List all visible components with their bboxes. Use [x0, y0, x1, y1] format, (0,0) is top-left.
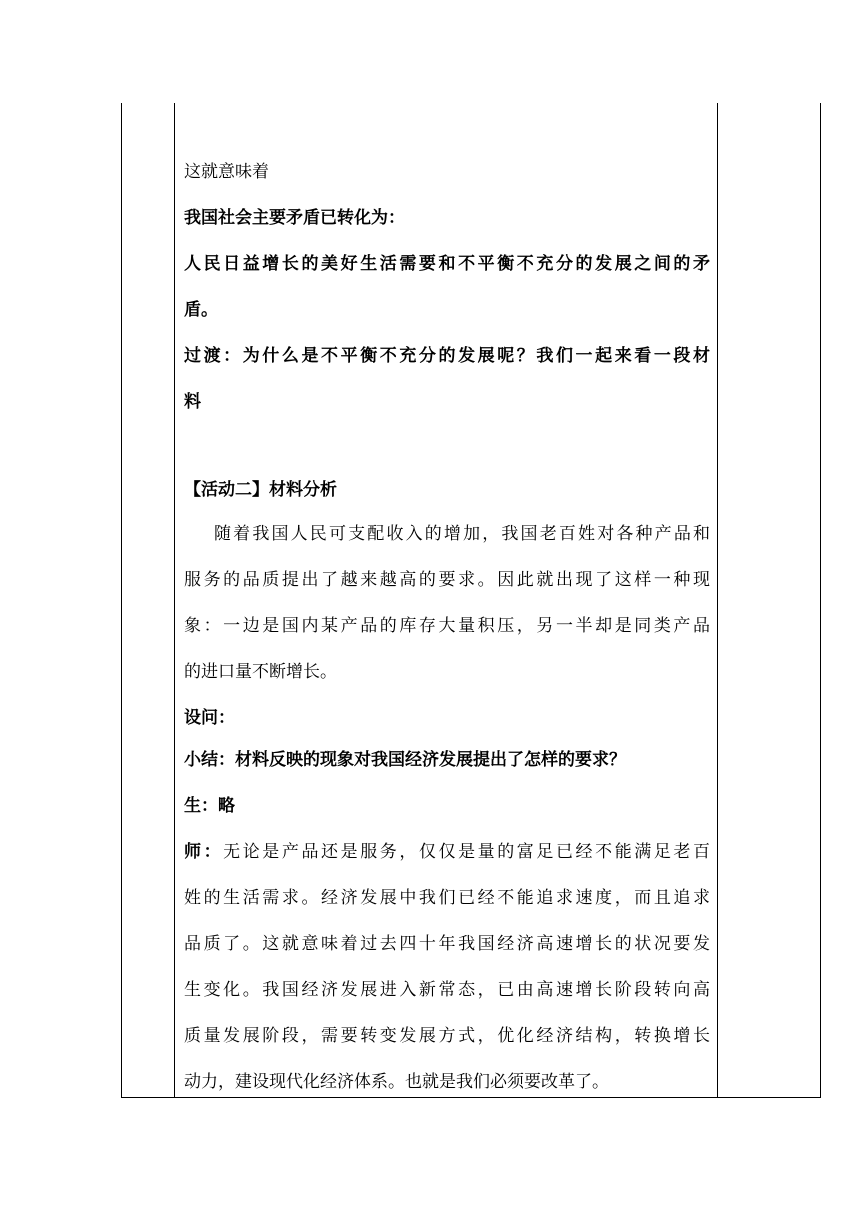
teacher-label: 师： — [184, 842, 224, 862]
activity-two-heading: 【活动二】材料分析 — [184, 480, 337, 500]
table-border-bottom — [121, 1097, 821, 1098]
main-contradiction-text-end: 盾。 — [184, 300, 218, 320]
material-paragraph-line: 随着我国人民可支配收入的增加，我国老百姓对各种产品和 — [214, 524, 710, 544]
main-contradiction-heading: 我国社会主要矛盾已转化为： — [184, 208, 405, 228]
table-divider-1 — [174, 103, 175, 1098]
teacher-text-line: 姓的生活需求。经济发展中我们已经不能追求速度，而且追求 — [184, 888, 710, 908]
teacher-text-line: 品质了。这就意味着过去四十年我国经济高速增长的状况要发 — [184, 934, 710, 954]
teacher-text-line — [184, 840, 710, 864]
teacher-text-line: 质量发展阶段，需要转变发展方式，优化经济结构，转换增长 — [184, 1026, 710, 1046]
material-paragraph-line: 服务的品质提出了越来越高的要求。因此就出现了这样一种现 — [184, 570, 710, 590]
summary-text: 小结：材料反映的现象对我国经济发展提出了怎样的要求？ — [184, 750, 626, 770]
material-paragraph-line: 的进口量不断增长。 — [184, 662, 337, 682]
teacher-text-line: 生变化。我国经济发展进入新常态，已由高速增长阶段转向高 — [184, 980, 710, 1000]
table-border-right — [820, 103, 821, 1098]
table-divider-2 — [717, 103, 718, 1098]
question-label: 设问： — [184, 708, 235, 728]
teacher-text-line: 动力，建设现代化经济体系。也就是我们必须要改革了。 — [184, 1072, 609, 1092]
material-paragraph-line: 象：一边是国内某产品的库存大量积压，另一半却是同类产品 — [184, 616, 710, 636]
student-response: 生：略 — [184, 796, 235, 816]
transition-text: 过渡：为什么是不平衡不充分的发展呢？我们一起来看一段材 — [184, 346, 710, 366]
main-contradiction-text: 人民日益增长的美好生活需要和不平衡不充分的发展之间的矛 — [184, 254, 710, 274]
table-border-left — [121, 103, 122, 1098]
text-line: 这就意味着 — [184, 162, 269, 182]
transition-text-end: 料 — [184, 392, 201, 412]
teacher-text: 无论是产品还是服务，仅仅是量的富足已经不能满足老百 — [223, 842, 711, 862]
